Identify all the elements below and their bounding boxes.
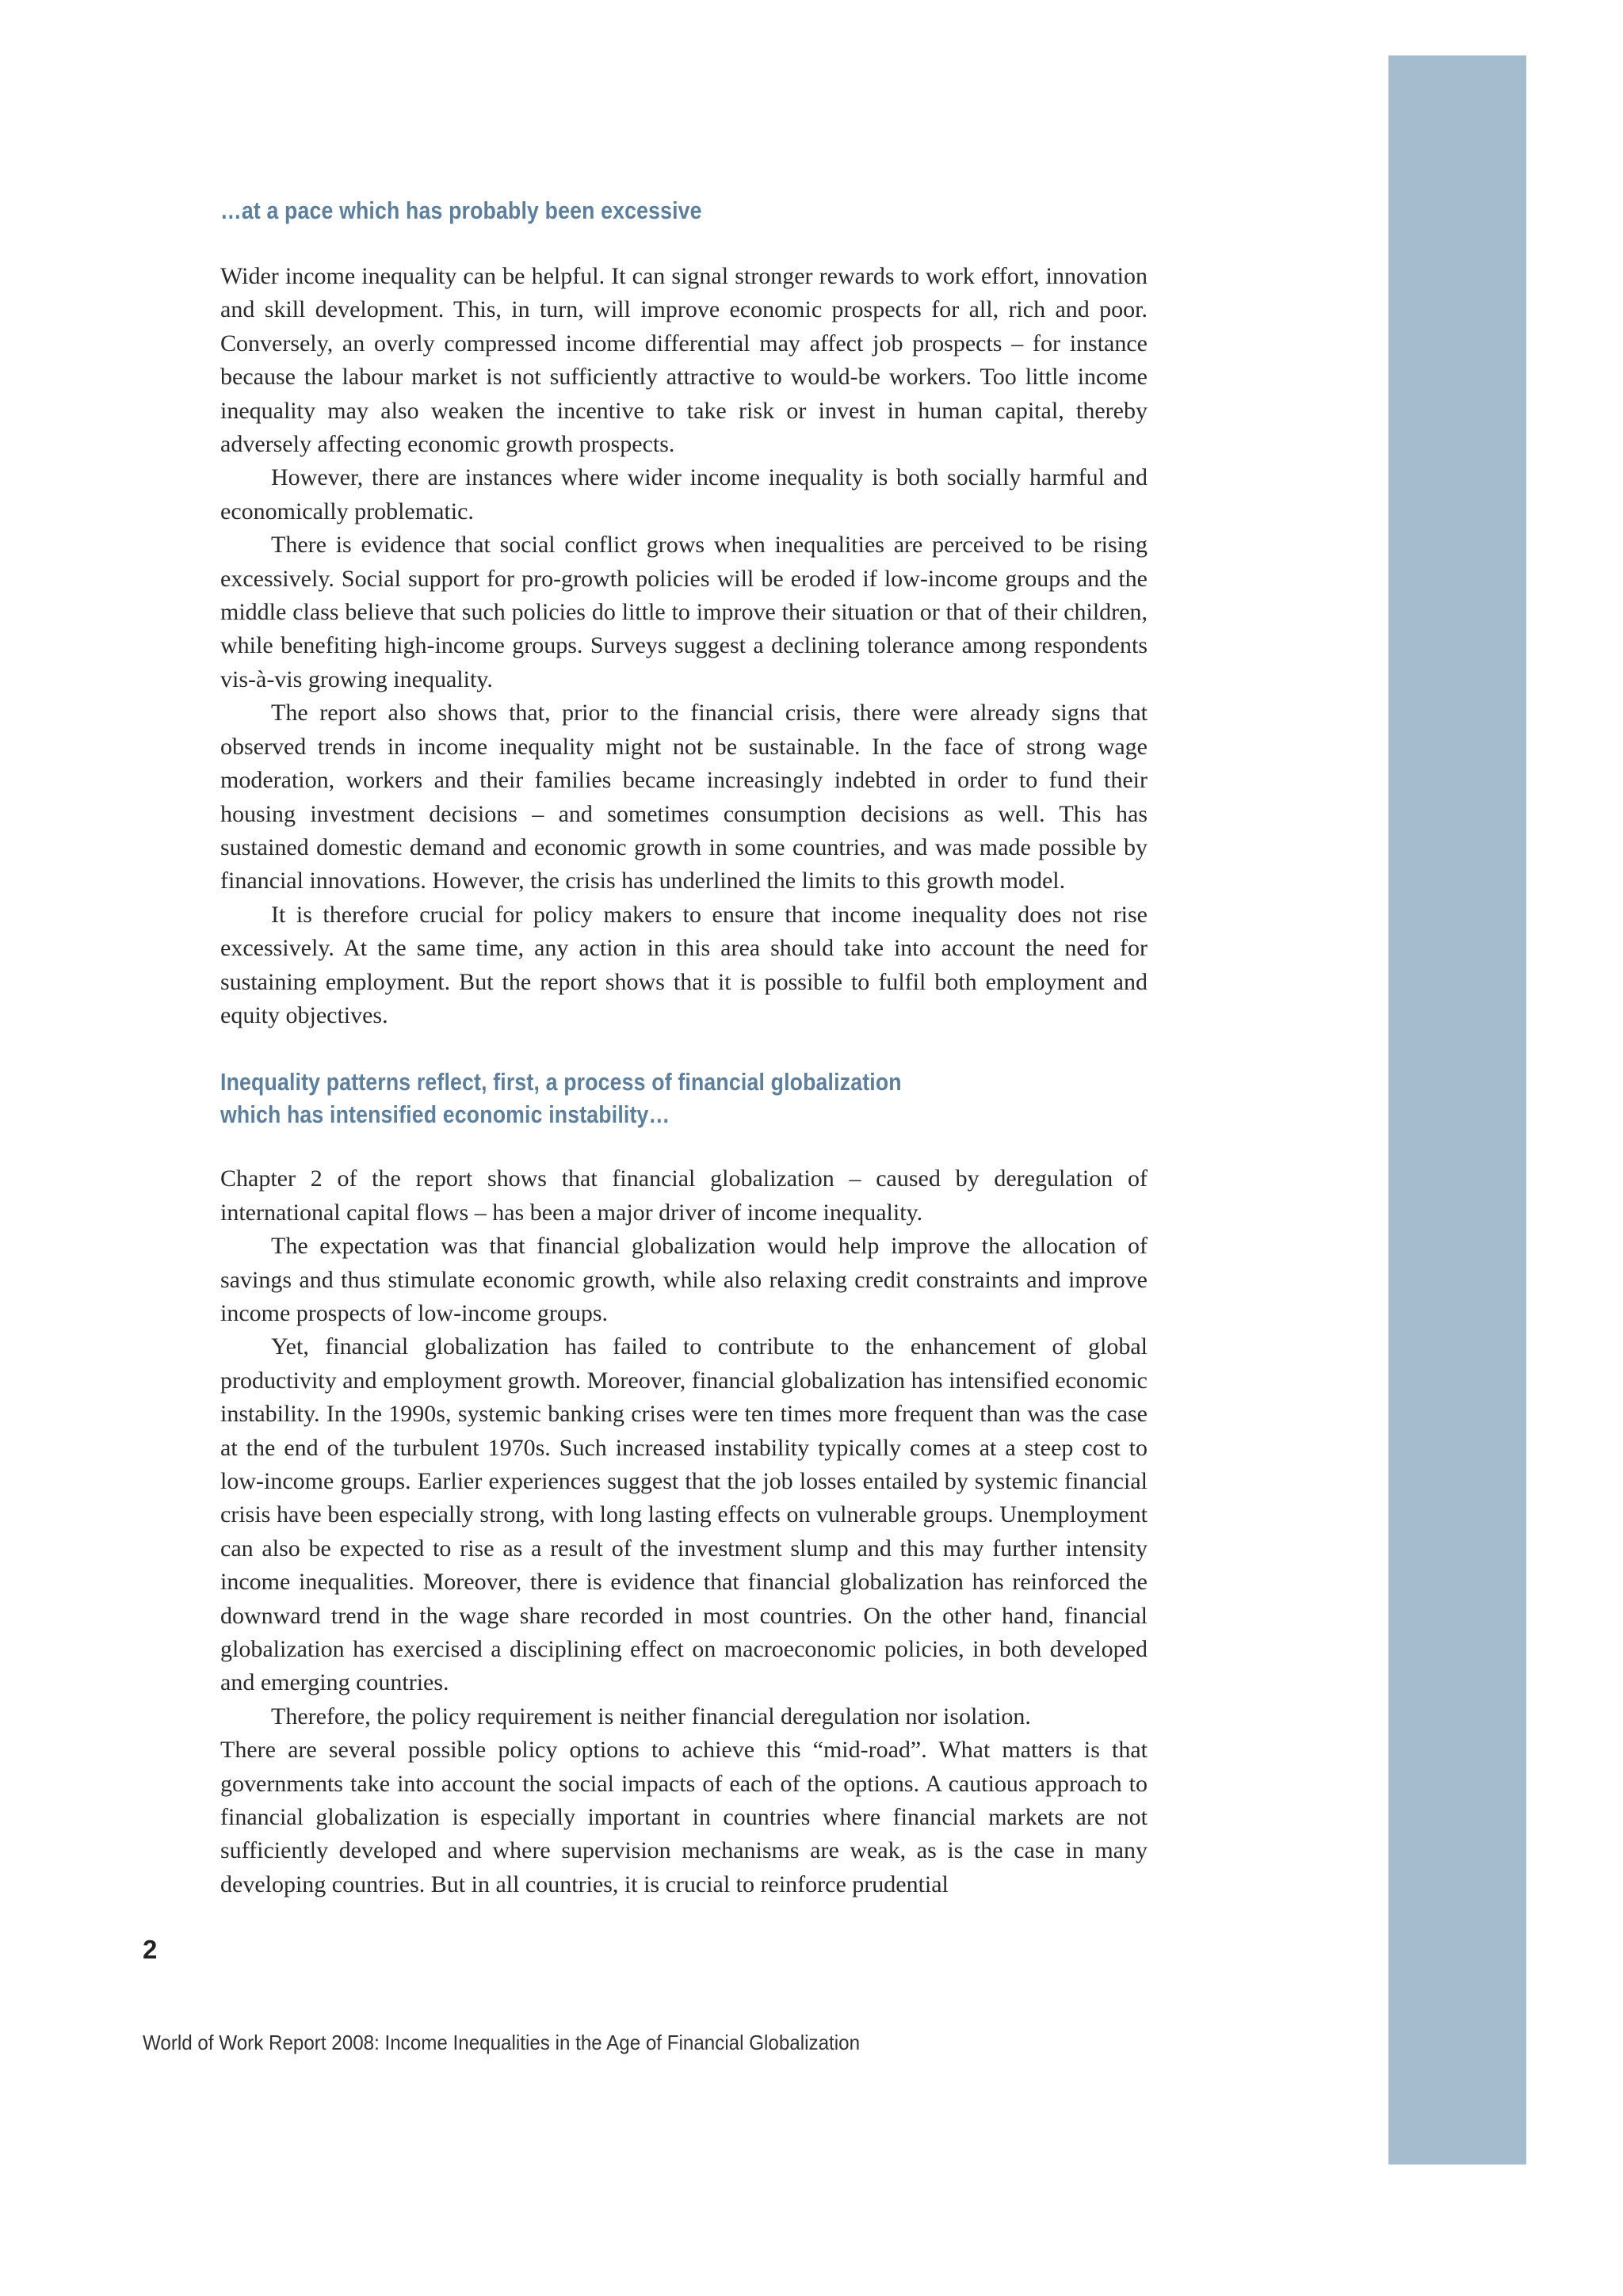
body-paragraph: There are several possible policy options to achieve this “mid-road”. What matters is that governments take into account the social impacts of each of the options. A cautious approach to financial globalization is especially important in countries where financial markets are not sufficiently developed and where supervision mechanisms are weak, as is the case in many developing countries. But in all countries, it is crucial to reinforce prudential — [220, 1737, 1148, 1897]
body-paragraph: However, there are instances where wider income inequality is both socially harmful and economically problematic. — [220, 464, 1148, 524]
body-paragraph: Wider income inequality can be helpful. It can signal stronger rewards to work effort, innovation and skill development. This, in turn, will improve economic prospects for all, rich and poor. Conversely, an overly compressed income differential may affect job prospects – for instance because the labour market is not sufficiently attractive to would-be workers. Too little income inequality may also weaken the incentive to take risk or invest in human capital, thereby adversely affecting economic growth prospects. — [220, 263, 1148, 458]
section-heading — [220, 194, 1018, 227]
section-heading-line: …at a pace which has probably been excessive — [220, 196, 702, 224]
body-paragraph: Chapter 2 of the report shows that financial globalization – caused by deregulation of international capital flows – has been a major driver of income inequality. — [220, 1165, 1148, 1226]
body-paragraph: Yet, financial globalization has failed to contribute to the enhancement of global productivity and employment growth. Moreover, financial globalization has intensified economic instability. In the 1990s, systemic banking crises were ten times more frequent than was the case at the end of the turbulent 1970s. Such increased instability typically comes at a steep cost to low-income groups. Earlier experiences suggest that the job losses entailed by systemic financial crisis have been especially strong, with long lasting effects on vulnerable groups. Unemployment can also be expected to rise as a result of the investment slump and this may further intensity income inequalities. Moreover, there is evidence that financial globalization has reinforced the downward trend in the wage share recorded in most countries. On the other hand, financial globalization has exercised a disciplining effect on macroeconomic policies, in both developed and emerging countries. — [220, 1333, 1148, 1696]
body-paragraph: The report also shows that, prior to the financial crisis, there were already signs that observed trends in income inequality might not be sustainable. In the face of strong wage moderation, workers and their families became increasingly indebted in order to fund their housing investment decisions – and sometimes consumption decisions as well. This has sustained domestic demand and economic growth in some countries, and was made possible by financial innovations. However, the crisis has underlined the limits to this growth model. — [220, 700, 1148, 894]
side-color-bar — [1388, 55, 1526, 2164]
body-paragraph: It is therefore crucial for policy makers to ensure that income inequality does not rise excessively. At the same time, any action in this area should take into account the need for sustaining employment. But the report shows that it is possible to fulfil both employment and equity objectives. — [220, 901, 1148, 1028]
running-footer: World of Work Report 2008: Income Inequalities in the Age of Financial Globalization — [143, 2031, 861, 2054]
body-paragraph: There is evidence that social conflict grows when inequalities are perceived to be rising excessively. Social support for pro-growth policies will be eroded if low-income groups and the middle class believe that such policies do little to improve their situation or that of their children, while benefiting high-income groups. Surveys suggest a declining tolerance among respondents vis-à-vis growing inequality. — [220, 532, 1148, 692]
body-paragraph: Therefore, the policy requirement is neither financial deregulation nor isolation. — [271, 1703, 1031, 1730]
section-heading-line: Inequality patterns reflect, first, a process of financial globalization — [220, 1068, 902, 1097]
page-number: 2 — [143, 1935, 158, 1964]
section-heading — [220, 1066, 1018, 1131]
section-heading-line: which has intensified economic instability… — [220, 1100, 670, 1129]
main-text-column — [220, 194, 1148, 1901]
body-paragraph: The expectation was that financial globalization would help improve the allocation of savings and thus stimulate economic growth, while also relaxing credit constraints and improve income prospects of low-income groups. — [220, 1233, 1148, 1326]
